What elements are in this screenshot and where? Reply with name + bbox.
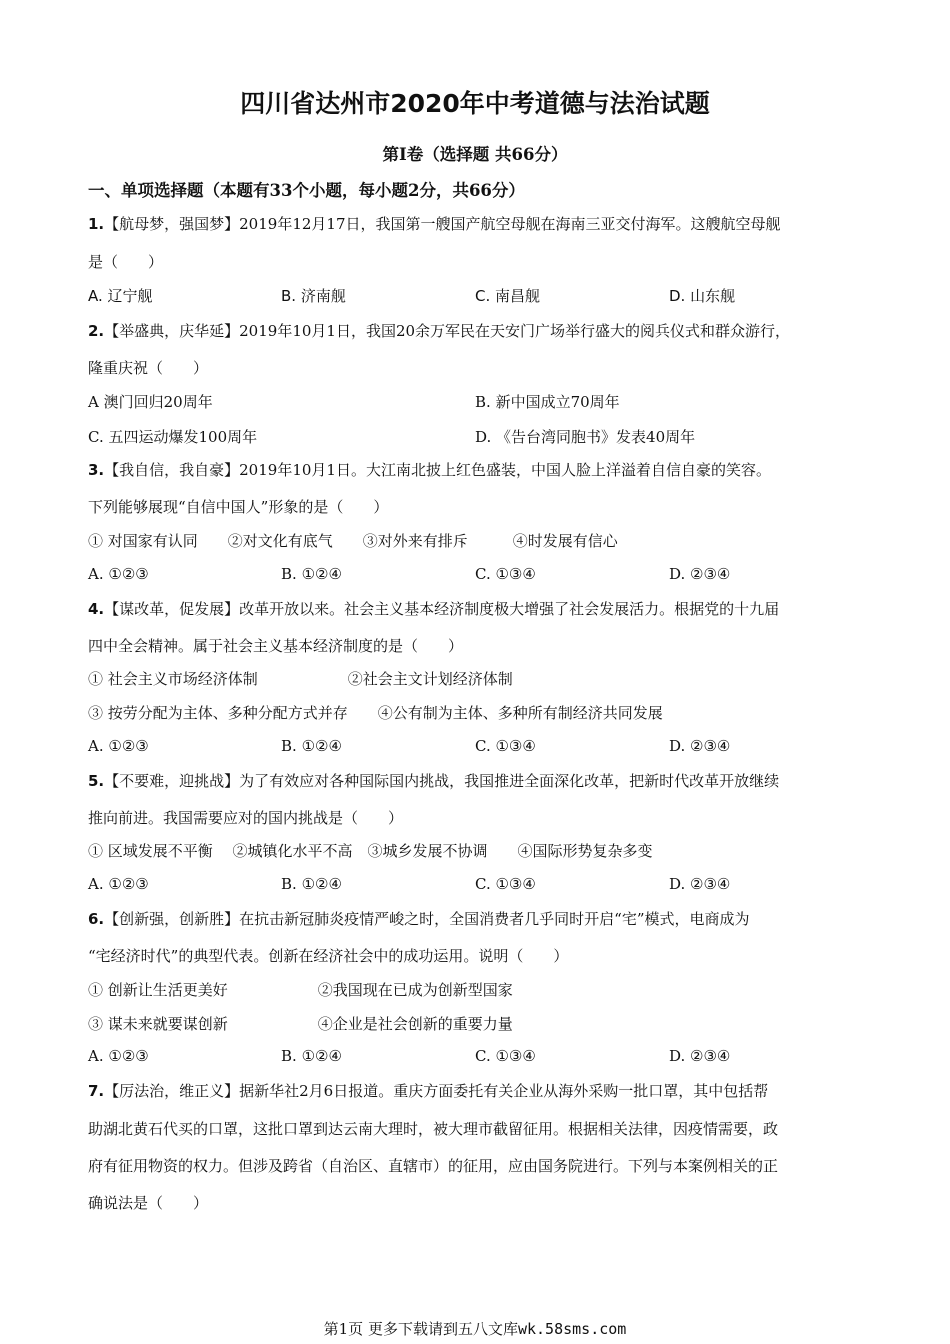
footer-text: 第1页 更多下载请到五八文库 (323, 1320, 518, 1338)
question-6-option-d: D. ②③④ (669, 1047, 731, 1065)
question-4-option-a: A. ①②③ (88, 737, 149, 755)
question-number: 2. (88, 322, 105, 340)
question-6-stem-cont: “宅经济时代”的典型代表。创新在经济社会中的成功运用。说明（ ） (88, 947, 569, 965)
question-number: 4. (88, 600, 105, 618)
question-3-option-c: C. ①③④ (475, 565, 536, 583)
question-2-option-d: D. 《告台湾同胞书》发表40周年 (475, 428, 696, 446)
question-number: 1. (88, 215, 105, 233)
volume-heading: 第I卷（选择题 共66分） (382, 145, 568, 164)
question-5-option-c: C. ①③④ (475, 875, 536, 893)
question-7-stem-cont-1: 助湖北黄石代买的口罩，这批口罩到达云南大理时，被大理市截留征用。根据相关法律，因疫情需要，政 (88, 1120, 779, 1138)
question-5-option-d: D. ②③④ (669, 875, 731, 893)
question-6-stem: 6.【创新强，创新胜】在抗击新冠肺炎疫情严峻之时，全国消费者几乎同时开启“宅”模式，电商成为 (88, 910, 750, 928)
question-1-option-c: C. 南昌舰 (475, 287, 541, 305)
question-4-option-c: C. ①③④ (475, 737, 536, 755)
question-4-items-2: ③ 按劳分配为主体、多种分配方式并存 ④公有制为主体、多种所有制经济共同发展 (88, 704, 663, 722)
question-5-option-a: A. ①②③ (88, 875, 149, 893)
question-1-option-d: D. 山东舰 (669, 287, 736, 305)
footer-link[interactable]: wk.58sms.com (517, 1320, 627, 1338)
question-number: 3. (88, 461, 105, 479)
question-2-option-c: C. 五四运动爆发100周年 (88, 428, 258, 446)
question-7-stem: 7.【厉法治，维正义】据新华社2月6日报道。重庆方面委托有关企业从海外采购一批口罩，其中包括帮 (88, 1082, 769, 1100)
question-4-items-1: ① 社会主义市场经济体制 ②社会主文计划经济体制 (88, 670, 513, 688)
question-6-items-1: ① 创新让生活更美好 ②我国现在已成为创新型国家 (88, 981, 513, 999)
question-4-option-b: B. ①②④ (281, 737, 342, 755)
question-7-stem-cont-2: 府有征用物资的权力。但涉及跨省（自治区、直辖市）的征用，应由国务院进行。下列与本案例相关的正 (88, 1157, 779, 1175)
question-5-stem: 5.【不要难，迎挑战】为了有效应对各种国际国内挑战，我国推进全面深化改革，把新时代改革开放继续 (88, 772, 780, 790)
question-number: 7. (88, 1082, 105, 1100)
question-5-stem-cont: 推向前进。我国需要应对的国内挑战是（ ） (88, 809, 404, 827)
question-6-option-b: B. ①②④ (281, 1047, 342, 1065)
question-2-stem: 2.【举盛典，庆华延】2019年10月1日，我国20余万军民在天安门广场举行盛大的阅兵仪式和群众游行， (88, 322, 791, 340)
question-2-stem-cont: 隆重庆祝（ ） (88, 359, 209, 377)
question-4-stem: 4.【谋改革，促发展】改革开放以来。社会主义基本经济制度极大增强了社会发展活力。根据党的十九届 (88, 600, 780, 618)
question-1-stem: 1.【航母梦，强国梦】2019年12月17日，我国第一艘国产航空母舰在海南三亚交付海军。这艘航空母舰 (88, 215, 781, 233)
question-5-option-b: B. ①②④ (281, 875, 342, 893)
question-3-option-a: A. ①②③ (88, 565, 149, 583)
question-4-stem-cont: 四中全会精神。属于社会主义基本经济制度的是（ ） (88, 637, 464, 655)
question-3-items: ① 对国家有认同 ②对文化有底气 ③对外来有排斥 ④时发展有信心 (88, 532, 618, 550)
question-3-stem-cont: 下列能够展现“自信中国人”形象的是（ ） (88, 498, 389, 516)
question-7-stem-cont-3: 确说法是（ ） (88, 1194, 209, 1212)
question-1-stem-cont: 是（ ） (88, 253, 164, 271)
question-6-option-c: C. ①③④ (475, 1047, 536, 1065)
question-3-stem: 3.【我自信，我自豪】2019年10月1日。大江南北披上红色盛装，中国人脸上洋溢着自信自豪的笑容。 (88, 461, 771, 479)
page-footer (0, 1318, 950, 1339)
question-6-option-a: A. ①②③ (88, 1047, 149, 1065)
question-3-option-d: D. ②③④ (669, 565, 731, 583)
question-number: 6. (88, 910, 105, 928)
question-2-option-b: B. 新中国成立70周年 (475, 393, 620, 411)
page-title: 四川省达州市2020年中考道德与法治试题 (240, 89, 710, 118)
question-1-option-a: A. 辽宁舰 (88, 287, 153, 305)
question-4-option-d: D. ②③④ (669, 737, 731, 755)
question-2-option-a: A 澳门回归20周年 (88, 393, 213, 411)
question-3-option-b: B. ①②④ (281, 565, 342, 583)
question-6-items-2: ③ 谋未来就要谋创新 ④企业是社会创新的重要力量 (88, 1015, 513, 1033)
question-5-items: ① 区域发展不平衡 ②城镇化水平不高 ③城乡发展不协调 ④国际形势复杂多变 (88, 842, 653, 860)
question-number: 5. (88, 772, 105, 790)
section-heading: 一、单项选择题（本题有33个小题，每小题2分，共66分） (88, 181, 525, 200)
question-1-option-b: B. 济南舰 (281, 287, 346, 305)
